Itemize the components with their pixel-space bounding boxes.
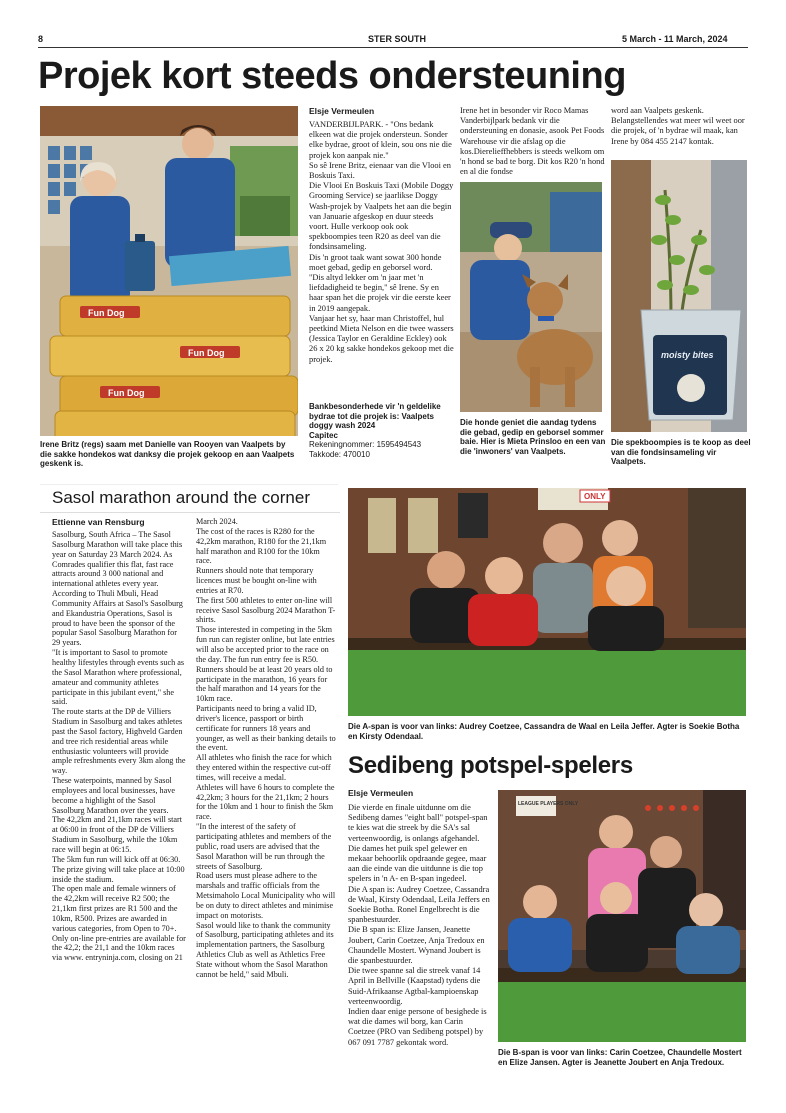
paragraph: The 5km fun run will kick off at 06:30. [52, 854, 181, 864]
header-rule [38, 47, 748, 48]
paragraph: Vanjaar het sy, haar man Christoffel, hul peetkind Mieta Nelson en die twee wassers (Jessica Taylor en Geraldine Eckley) ook 26 x 20 kg sakke hondekos gekoop met die projek. [309, 313, 454, 364]
bag-label: Fun Dog [108, 388, 145, 398]
caption-a-team: Die A-span is voor van links: Audrey Coetzee, Cassandra de Waal en Leila Jeffer. Agter is Soekie Botha en Kirsty Odendaal. [348, 722, 740, 741]
paragraph: Those interested in competing in the 5km fun run can register online, but late entries will also be accepted prior to the race on the day. The fun run entry fee is R50. [196, 625, 335, 664]
paragraph: The 42,2km and 21,1km races will start at 06:00 in front of the DP de Villiers Stadium in Sasolburg, while the 10km race will begin at 06:15. [52, 815, 183, 854]
publication-name: STER SOUTH [368, 34, 427, 44]
photo-a-team [348, 488, 746, 716]
paragraph: So sê Irene Britz, eienaar van die Vlooi en Boskuis Taxi. [309, 160, 451, 181]
paragraph: Sasol would like to thank the community of Sasolburg, participating athletes and its implementation partners, the Sasolburg Athletics Club as well as Athletics Free State without whom the Sasol Marathon cannot be held," said Mbuli. [196, 920, 334, 979]
caption-volunteers: Irene Britz (regs) saam met Danielle van Rooyen van Vaalpets by die sakke hondekos wat danksy die projek gekoop en aan Vaalpets geskenk is. [40, 440, 295, 468]
paragraph: VANDERBIJLPARK. - "Ons bedank elkeen wat die projek ondersteun. Sonder elke bydrae, groot of klein, sou ons nie die projek kon aanpak nie." [309, 120, 452, 160]
paragraph: Participants need to bring a valid ID, driver's licence, passport or birth certificate for runners 18 years and younger, as well as their banking details to the event. [196, 704, 336, 753]
photo-dog-washing [460, 182, 602, 412]
bag-label: Fun Dog [88, 308, 125, 318]
caption-spekboom: Die spekboompies is te koop as deel van die fondsinsameling vir Vaalpets. [611, 438, 751, 466]
paragraph: All athletes who finish the race for which they entered within the respective cut-off times, will receive a medal. [196, 753, 332, 782]
page-number: 8 [38, 34, 44, 44]
story2-column-1 [52, 530, 186, 963]
story1-byline: Elsje Vermeulen [309, 106, 375, 116]
story1-column-2 [460, 106, 606, 177]
paragraph: Die Vlooi En Boskuis Taxi (Mobile Doggy Grooming Service) se jaarlikse Doggy Wash-projek by Vaalpets het aan die begin van Januarie afgeskop en duur steeds voort. Hulle verkoop ook ook spekboompies teen R20 as deel van die fondsinsameling. [309, 181, 454, 252]
paragraph: These waterpoints, manned by Sasol employees and local businesses, have become a highlight of the Sasol Sasolburg Marathon over the years. [52, 776, 176, 815]
paragraph: "Dis altyd lekker om 'n jaar met 'n liefdadigheid te begin," sê Irene. Sy en haar span het die projek vir die eerste keer in 2019 aangepak. [309, 273, 451, 313]
paragraph: The route starts at the DP de Villiers Stadium in Sasolburg and takes athletes past the Sasol factory, Highveld Garden and tree rich residential areas while enthusiastic volunteers will provide ample refreshments every 3km along the way. [52, 707, 186, 776]
issue-date: 5 March - 11 March, 2024 [622, 34, 728, 44]
caption-dog: Die honde geniet die aandag tydens die gebad, gedip en geborsel sommer baie. Hier is Mieta Prinsloo en een van die 'inwoners' van Vaalpets. [460, 418, 606, 456]
divider [40, 512, 340, 513]
paragraph: "It is important to Sasol to promote healthy lifestyles through events such as the Sasol Marathon where professional, amateur and community athletes participate in this jubilant event," she said. [52, 648, 185, 707]
bank-reference: Takkode: 470010 [309, 449, 370, 459]
story2-headline: Sasol marathon around the corner [52, 488, 310, 507]
sign-text: LEAGUE PLAYERS ONLY [518, 801, 579, 807]
story3-column [348, 803, 490, 1048]
paragraph: Sasolburg, South Africa – The Sasol Sasolburg Marathon will take place this year on Saturday 23 March 2024. As Comrades qualifier this flat, fast race attracts around 3 000 national and international athletes every year. [52, 530, 183, 589]
paragraph: Die dames het puik spel gelewer en mekaar behoorlik opdraande gegee, maar aan die einde van die uitdunne is die top spelers in 'n A- en B-span ingedeel. [348, 843, 487, 884]
paragraph: Die twee spanne sal die streek vanaf 14 April in Bellville (Kaapstad) tydens die Suid-Afrikaanse Agtbal-kampioenskap verteenwoordig. [348, 966, 481, 1006]
bank-name: Capitec [309, 430, 338, 440]
story3-headline: Sedibeng potspel-spelers [348, 752, 633, 779]
caption-b-team: Die B-span is voor van links: Carin Coetzee, Chaundelle Mostert en Elize Jansen. Agter is Jeanette Joubert en Anja Tredoux. [498, 1048, 742, 1067]
photo-spekboom-pot [611, 160, 747, 432]
paragraph: Indien daar enige persone of besighede is wat die dames wil borg, kan Carin Coetzee (PRO van Sedibeng potspel) by 067 091 7787 gekontak word. [348, 1007, 487, 1047]
paragraph: Runners should be at least 20 years old to participate in the marathon, 16 years for the half marathon and 14 years for the 10km race. [196, 664, 333, 704]
paragraph: The cost of the races is R280 for the 42,2km marathon, R180 for the 21,1km half marathon and R100 for the 10km race. [196, 526, 327, 566]
paragraph: Die vierde en finale uitdunne om die Sedibeng dames "eight ball" potspel-span te kies wat die streek by die SA's sal verteenwoordig, is onlangs afgehandel. [348, 803, 488, 843]
photo-volunteers-dog-food [40, 106, 298, 436]
story1-headline: Projek kort steeds ondersteuning [38, 55, 626, 97]
paragraph: The first 500 athletes to enter on-line will receive Sasol Sasolburg 2024 Marathon T-shirts. [196, 595, 336, 625]
bag-label: Fun Dog [188, 348, 225, 358]
sign-text: ONLY [584, 492, 606, 501]
story1-column-3 [611, 106, 751, 147]
story3-byline: Elsje Vermeulen [348, 788, 414, 798]
paragraph: word aan Vaalpets geskenk. Belangstellendes wat meer wil weet oor die projek, of 'n bydrae wil maak, kan Irene by 084 455 2147 kontak. [611, 106, 745, 146]
pot-label: moisty bites [661, 350, 714, 360]
photo-b-team [498, 790, 746, 1042]
paragraph: March 2024. [196, 517, 238, 526]
paragraph: Road users must please adhere to the marshals and traffic officials from the Metsimaholo Local Municipality who will be on duty to direct athletes and minimise impact on motorists. [196, 871, 336, 920]
paragraph: Runners should note that temporary licences must be bought on-line with entries at R70. [196, 566, 317, 595]
paragraph: Dis 'n groot taak want sowat 300 honde moet gebad, gedip en geborsel word. [309, 252, 442, 272]
story2-byline: Ettienne van Rensburg [52, 517, 145, 527]
paragraph: According to Thuli Mbuli, Head Community Affairs at Sasol's Sasolburg and Ekandustria Operations, Sasol is proud to have been the sponsor of the popular Sasol Sasolburg Marathon for 29 years. [52, 589, 183, 648]
paragraph: Die A span is: Audrey Coetzee, Cassandra de Waal, Kirsty Odendaal, Leila Jeffers en Soekie Botha. Ronel Engelbrecht is die spanbestuurder. [348, 884, 490, 925]
story1-column-1 [309, 120, 455, 365]
paragraph: The prize giving will take place at 10:00 inside the stadium. [52, 864, 185, 884]
paragraph: Die B span is: Elize Jansen, Jeanette Joubert, Carin Coetzee, Anja Tredoux en Chaundelle Mostert. Wynand Joubert is die spanbestuurder. [348, 925, 485, 966]
bank-details-box [309, 402, 455, 459]
bank-title: Bankbesonderhede vir 'n geldelike bydrae tot die projek is: Vaalpets doggy wash 2024 [309, 402, 441, 430]
divider [40, 484, 338, 485]
paragraph: Athletes will have 6 hours to complete the 42,2km; 3 hours for the 21,1km; 2 hours for the 10km and 1 hour to finish the 5km race. [196, 782, 335, 822]
paragraph: Irene het in besonder vir Roco Mamas Vanderbijlpark bedank vir die ondersteuning en donasie, asook Pet Foods Warehouse vir die afslag op die kos.Dierelieffhebbers is steeds welkom om 'n hond se bad te borg. Dit kos R20 'n hond en al die fondse [460, 106, 605, 177]
story2-column-2 [196, 517, 336, 980]
paragraph: The open male and female winners of the 42,2km will receive R2 500; the 21,1km first prizes are R1 500 and the 10km, R500. Prizes are awarded in various categories, from Open to 70+. Only on-line pre-entries are available for the 42,2; the 21,1 and the 10km races via www. entryninja.com, closing on 21 [52, 884, 186, 963]
paragraph: "In the interest of the safety of participating athletes and members of the public, road users are advised that the Sasol Marathon will be run through the streets of Sasolburg. [196, 822, 332, 871]
bank-account: Rekeningnommer: 1595494543 [309, 440, 422, 449]
